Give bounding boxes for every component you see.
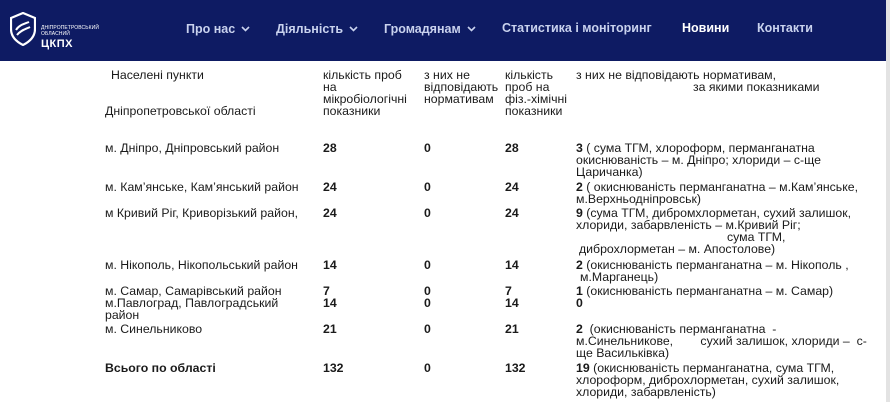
cell-phys-fail: 2 (окиснюваність перманганатна – м. Нікополь , (576, 258, 849, 272)
row-name: район (105, 308, 140, 322)
cell-phys-fail-detail: хлориди, забарвленість – м.Кривий Ріг; (576, 218, 801, 232)
row-name: м. Дніпро, Дніпровський район (105, 141, 280, 155)
header-micro-samples: на (323, 80, 337, 94)
nav-item-contacts[interactable]: Контакти (757, 21, 813, 35)
cell-phys: 14 (505, 258, 519, 272)
header-settlements: Населені пункти (111, 68, 204, 82)
water-quality-table (0, 61, 886, 402)
cell-phys-fail: 3 ( сума ТГМ, хлороформ, перманганатна (576, 141, 815, 155)
cell-micro: 24 (323, 180, 337, 194)
row-name: м.Павлоград, Павлоградський (105, 296, 279, 310)
cell-phys: 24 (505, 206, 519, 220)
cell-micro-fail: 0 (424, 296, 431, 310)
row-name-total: Всього по області (105, 361, 216, 375)
nav-item-activity[interactable]: Діяльність (276, 21, 358, 36)
cell-phys-fail: 2 (окиснюваність перманганатна - (576, 322, 777, 336)
cell-phys: 28 (505, 141, 519, 155)
cell-phys-fail-detail: окиснюваність – м. Дніпро; хлориди – с-ще (576, 153, 821, 167)
header-micro-fail: з них не (424, 68, 470, 82)
cell-phys-fail-detail: м.Марганець) (580, 270, 659, 284)
cell-micro-fail: 0 (424, 180, 431, 194)
cell-phys-fail-detail: диброхлорметан – м. Апостолове) (579, 242, 776, 256)
cell-phys-fail: 1 (окиснюваність перманганатна – м. Самар) (576, 284, 834, 298)
cell-micro: 24 (323, 206, 337, 220)
cell-phys-fail-detail: Царичанка) (576, 165, 643, 179)
header-micro-samples: показники (323, 104, 381, 118)
cell-phys-fail-detail: хлороформ, диброхлорметан, сухий залишок, (576, 373, 840, 387)
header-region: Дніпропетровської області (105, 104, 256, 118)
row-name: м. Синельниково (105, 322, 203, 336)
row-name: м. Кам’янське, Кам’янський район (105, 180, 299, 194)
cell-phys: 24 (505, 180, 519, 194)
header-micro-fail: відповідають (424, 80, 499, 94)
cell-micro: 132 (323, 361, 344, 375)
cell-micro-fail: 0 (424, 284, 431, 298)
header-micro-samples: мікробіологічні (323, 92, 407, 106)
header-micro-samples: кількість проб (323, 68, 402, 82)
cell-micro-fail: 0 (424, 258, 431, 272)
logo-title: ЦКПХ (41, 38, 73, 50)
cell-phys: 132 (505, 361, 526, 375)
cell-phys-fail-detail: ще Васильківка) (576, 346, 670, 360)
cell-micro-fail: 0 (424, 322, 431, 336)
cell-micro-fail: 0 (424, 141, 431, 155)
nav-item-about[interactable]: Про нас (186, 21, 250, 36)
cell-phys-fail: 0 (576, 296, 583, 310)
cell-micro: 14 (323, 296, 337, 310)
cell-micro: 28 (323, 141, 337, 155)
row-name: м. Самар, Самарівський район (105, 284, 282, 298)
header-phys-samples: проб на (505, 80, 550, 94)
cell-phys-fail-detail: м.Верхньодніпровськ) (576, 192, 701, 206)
cell-phys: 21 (505, 322, 519, 336)
cell-phys-fail: 9 (сума ТГМ, дибромхлорметан, сухий залишок, (576, 206, 852, 220)
header-phys-fail: за якими показниками (693, 80, 820, 94)
chevron-down-icon (467, 21, 476, 35)
site-logo[interactable] (10, 10, 130, 50)
cell-micro: 7 (323, 284, 330, 298)
logo-subtitle: ДНІПРОПЕТРОВСЬКИЙ ОБЛАСНИЙ (41, 25, 100, 37)
header-phys-fail: з них не відповідають нормативам, (576, 68, 777, 82)
cell-phys-fail: 2 ( окиснюваність перманганатна – м.Кам’янське, (576, 180, 858, 194)
cell-phys-fail: 19 (окиснюваність перманганатна, сума ТГМ, (576, 361, 835, 375)
chevron-down-icon (241, 21, 250, 35)
header-phys-samples: показники (505, 104, 563, 118)
cell-phys: 7 (505, 284, 512, 298)
header-micro-fail: нормативам (424, 92, 494, 106)
site-header (0, 0, 890, 61)
cell-phys-fail-detail: сума ТГМ, (727, 230, 786, 244)
cell-micro: 14 (323, 258, 337, 272)
cell-phys-fail-detail: м.Синельникове, сухий залишок, хлориди – с- (576, 334, 867, 348)
cell-phys-fail-detail: хлориди, забарвленість) (576, 385, 716, 399)
row-name: м Кривий Ріг, Криворізький район, (105, 206, 299, 220)
cell-micro: 21 (323, 322, 337, 336)
header-phys-samples: фіз.-хімічні (505, 92, 567, 106)
cell-micro-fail: 0 (424, 361, 431, 375)
cell-phys: 14 (505, 296, 519, 310)
cell-micro-fail: 0 (424, 206, 431, 220)
nav-item-statistics[interactable]: Статистика і моніторинг (502, 21, 652, 35)
header-phys-samples: кількість (505, 68, 553, 82)
row-name: м. Нікополь, Нікопольський район (105, 258, 298, 272)
shield-logo-icon (10, 12, 36, 46)
nav-item-news[interactable]: Новини (682, 21, 730, 35)
chevron-down-icon (349, 21, 358, 35)
nav-item-citizens[interactable]: Громадянам (384, 21, 476, 36)
page-scrollbar[interactable] (886, 0, 890, 402)
